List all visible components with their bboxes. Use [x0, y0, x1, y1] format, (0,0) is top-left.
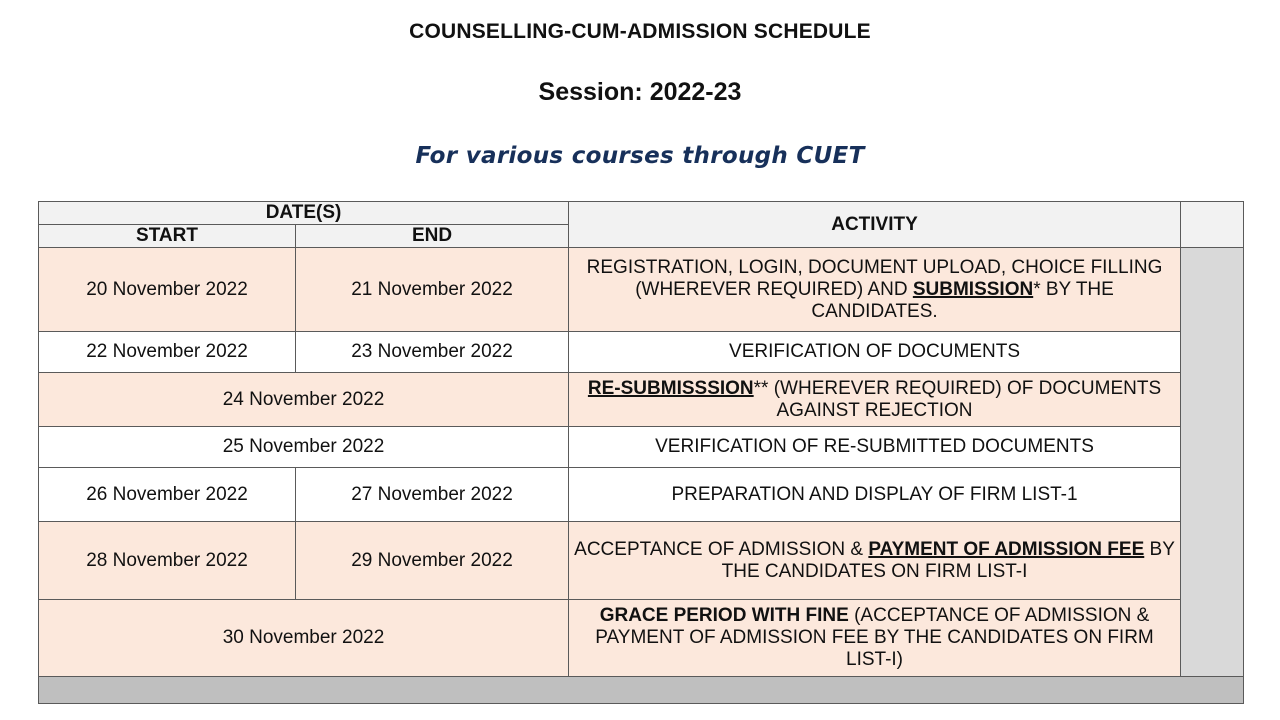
table-row	[39, 332, 1244, 373]
activity-emphasis: RE-SUBMISSSION	[587, 377, 754, 399]
table-row	[39, 468, 1244, 522]
end-date-cell: 21 November 2022	[296, 248, 569, 332]
date-cell: 24 November 2022	[39, 373, 569, 427]
table-row	[39, 600, 1244, 677]
activity-cell	[569, 600, 1181, 677]
activity-cell	[569, 522, 1181, 600]
table-footer-row	[39, 677, 1244, 704]
activity-text: REGISTRATION, LOGIN, DOCUMENT UPLOAD, CHOICE FILLING (WHEREVER REQUIRED) AND	[586, 256, 1163, 300]
document-subtitle: For various courses through CUET	[415, 143, 865, 169]
activity-cell: PREPARATION AND DISPLAY OF FIRM LIST-1	[569, 468, 1181, 522]
side-header-cell	[1181, 202, 1244, 248]
activity-cell	[569, 373, 1181, 427]
activity-cell: VERIFICATION OF RE-SUBMITTED DOCUMENTS	[569, 427, 1181, 468]
activity-text: ** (WHEREVER REQUIRED) OF DOCUMENTS AGAINST REJECTION	[753, 377, 1162, 421]
activity-cell	[569, 248, 1181, 332]
activity-text: BY THE CANDIDATES ON FIRM LIST-I	[721, 538, 1175, 582]
end-date-cell: 23 November 2022	[296, 332, 569, 373]
end-date-cell: 27 November 2022	[296, 468, 569, 522]
start-date-cell: 28 November 2022	[39, 522, 296, 600]
table-row	[39, 427, 1244, 468]
activity-emphasis: PAYMENT OF ADMISSION FEE	[868, 538, 1145, 560]
activity-emphasis: GRACE PERIOD WITH FINE	[599, 605, 849, 626]
end-header: END	[296, 225, 569, 248]
activity-text: (ACCEPTANCE OF ADMISSION & PAYMENT OF ADMISSION FEE BY THE CANDIDATES ON FIRM LIST-I)	[595, 605, 1154, 670]
header-row	[39, 202, 1244, 225]
activity-emphasis: SUBMISSION	[912, 278, 1034, 300]
start-header: START	[39, 225, 296, 248]
activity-cell: VERIFICATION OF DOCUMENTS	[569, 332, 1181, 373]
start-date-cell: 26 November 2022	[39, 468, 296, 522]
activity-text: ACCEPTANCE OF ADMISSION &	[574, 538, 869, 560]
table-row	[39, 522, 1244, 600]
session-label: Session: 2022-23	[538, 78, 742, 106]
start-date-cell: 22 November 2022	[39, 332, 296, 373]
side-column	[1181, 248, 1244, 677]
activity-header: ACTIVITY	[569, 202, 1181, 248]
table-row	[39, 373, 1244, 427]
date-cell: 25 November 2022	[39, 427, 569, 468]
end-date-cell: 29 November 2022	[296, 522, 569, 600]
footer-bar	[39, 677, 1244, 704]
date-cell: 30 November 2022	[39, 600, 569, 677]
table-row	[39, 248, 1244, 332]
dates-header: DATE(S)	[39, 202, 569, 225]
document-title: COUNSELLING-CUM-ADMISSION SCHEDULE	[409, 20, 871, 43]
start-date-cell: 20 November 2022	[39, 248, 296, 332]
schedule-table	[38, 201, 1244, 704]
activity-text: * BY THE CANDIDATES.	[811, 278, 1114, 322]
